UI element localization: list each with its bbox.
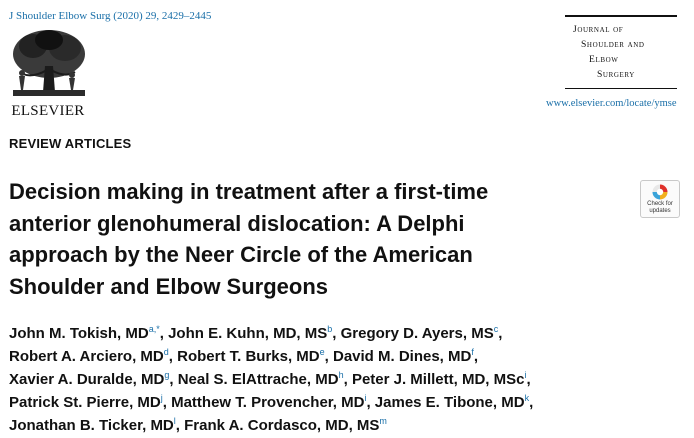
- affiliation-marker[interactable]: e: [319, 347, 325, 357]
- affiliation-marker[interactable]: d: [163, 347, 169, 357]
- author-name: Neal S. ElAttrache, MD: [177, 371, 339, 388]
- author-line: John M. Tokish, MD$^{a,*}$, John E. Kuhn, MD, MS$^b$, Gregory D. Ayers, MS$^c$,: [9, 324, 503, 342]
- title-line: Decision making in treatment after a first-time: [9, 179, 489, 204]
- crossmark-icon: [652, 184, 668, 200]
- affiliation-marker[interactable]: a,*: [148, 324, 160, 334]
- article-title: [9, 176, 569, 302]
- author-line: Patrick St. Pierre, MD$^j$, Matthew T. Provencher, MD$^i$, James E. Tibone, MD$^k$,: [9, 393, 534, 411]
- affiliation-marker[interactable]: b: [327, 324, 333, 334]
- author-name: Frank A. Cordasco, MD, MS: [184, 417, 380, 434]
- affiliation-marker[interactable]: i: [524, 370, 527, 380]
- author-name: Robert T. Burks, MD: [177, 348, 320, 365]
- author-name: David M. Dines, MD: [332, 348, 472, 365]
- author-name: John M. Tokish, MD: [9, 325, 149, 342]
- author-name: Patrick St. Pierre, MD: [9, 394, 161, 411]
- author-name: Peter J. Millett, MD, MSc: [351, 371, 525, 388]
- affiliation-marker[interactable]: f: [471, 347, 474, 357]
- section-label: REVIEW ARTICLES: [9, 136, 132, 151]
- author-name: Robert A. Arciero, MD: [9, 348, 164, 365]
- affiliation-marker[interactable]: g: [164, 370, 170, 380]
- title-line: Shoulder and Elbow Surgeons: [9, 273, 329, 299]
- check-for-updates-button[interactable]: [640, 180, 680, 218]
- journal-title-line: Shoulder and: [581, 39, 645, 50]
- journal-title-line: Elbow: [589, 54, 619, 65]
- affiliation-marker[interactable]: l: [173, 416, 176, 426]
- publisher-name: ELSEVIER: [11, 103, 85, 119]
- affiliation-marker[interactable]: k: [524, 393, 530, 403]
- author-name: Gregory D. Ayers, MS: [340, 325, 494, 342]
- journal-url-link[interactable]: www.elsevier.com/locate/ymse: [546, 98, 677, 109]
- author-line: Jonathan B. Ticker, MD$^l$, Frank A. Cordasco, MD, MS$^m$: [9, 416, 387, 434]
- journal-title-box: [565, 15, 677, 89]
- affiliation-marker[interactable]: h: [338, 370, 344, 380]
- author-name: Matthew T. Provencher, MD: [171, 394, 365, 411]
- author-line: Robert A. Arciero, MD$^d$, Robert T. Burks, MDe, David M. Dines, MD$^f$,: [9, 347, 479, 365]
- affiliation-marker[interactable]: c: [493, 324, 499, 334]
- elsevier-tree-logo: [9, 26, 89, 104]
- author-name: Xavier A. Duralde, MD: [9, 371, 165, 388]
- title-line: anterior glenohumeral dislocation: A Delphi: [9, 210, 465, 236]
- author-name: James E. Tibone, MD: [374, 394, 525, 411]
- author-list: [9, 322, 649, 437]
- affiliation-marker[interactable]: j: [160, 393, 163, 403]
- author-line: Xavier A. Duralde, MD$^g$, Neal S. ElAttrache, MD$^h$, Peter J. Millett, MD, MSc$^i$,: [9, 370, 531, 388]
- author-name: John E. Kuhn, MD, MS: [168, 325, 328, 342]
- author-name: Jonathan B. Ticker, MD: [9, 417, 174, 434]
- journal-title-line: Surgery: [597, 69, 635, 80]
- journal-title-line: Journal of: [573, 24, 624, 35]
- title-line: approach by the Neer Circle of the American: [9, 242, 473, 267]
- affiliation-marker[interactable]: m: [379, 416, 387, 426]
- crossmark-label: updates: [649, 208, 671, 214]
- crossmark-label: Check for: [647, 201, 673, 207]
- affiliation-marker[interactable]: i: [364, 393, 367, 403]
- journal-citation: J Shoulder Elbow Surg (2020) 29, 2429–2445: [9, 10, 212, 22]
